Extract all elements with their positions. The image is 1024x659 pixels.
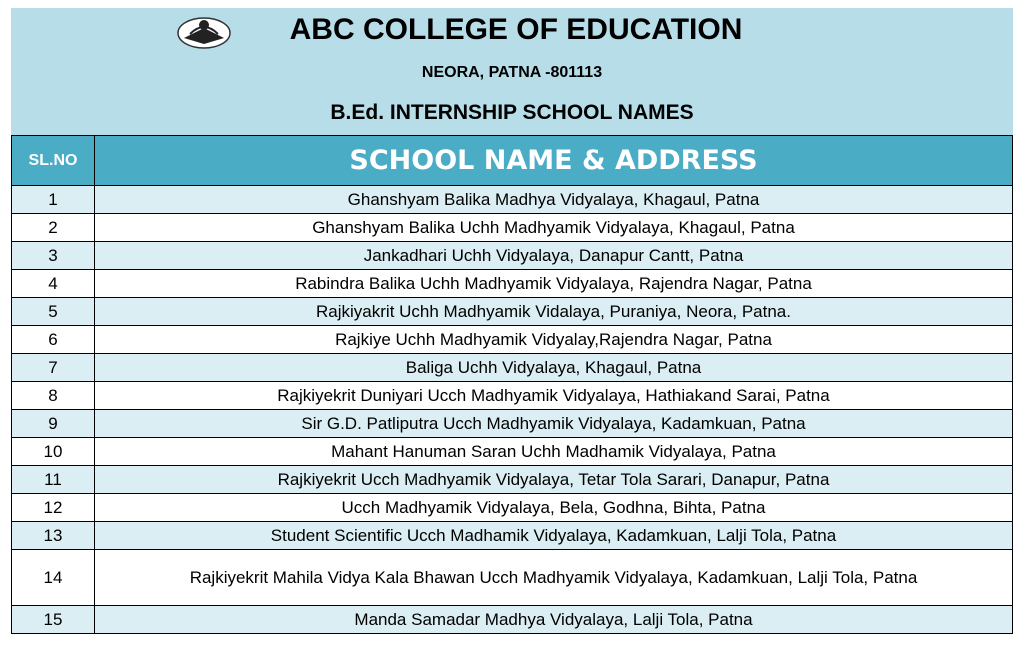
row-school-name: Ghanshyam Balika Uchh Madhyamik Vidyalaya, Khagaul, Patna <box>95 214 1013 242</box>
row-sl-no: 5 <box>12 298 95 326</box>
document-sheet <box>11 8 1013 634</box>
table-row <box>12 354 1013 382</box>
row-school-name: Manda Samadar Madhya Vidyalaya, Lalji Tola, Patna <box>95 606 1013 634</box>
row-school-name: Sir G.D. Patliputra Ucch Madhyamik Vidyalaya, Kadamkuan, Patna <box>95 410 1013 438</box>
column-header-school-name: SCHOOL NAME & ADDRESS <box>95 136 1013 186</box>
table-row <box>12 270 1013 298</box>
row-school-name: Rajkiyekrit Ucch Madhyamik Vidyalaya, Tetar Tola Sarari, Danapur, Patna <box>95 466 1013 494</box>
row-sl-no: 15 <box>12 606 95 634</box>
table-header-row <box>12 136 1013 186</box>
college-address: NEORA, PATNA -801113 <box>421 64 603 81</box>
row-sl-no: 12 <box>12 494 95 522</box>
row-school-name: Ucch Madhyamik Vidyalaya, Bela, Godhna, Bihta, Patna <box>95 494 1013 522</box>
table-row <box>12 466 1013 494</box>
table-row <box>12 298 1013 326</box>
row-sl-no: 2 <box>12 214 95 242</box>
table-row <box>12 186 1013 214</box>
table-body <box>12 186 1013 634</box>
column-header-sl-no: SL.NO <box>12 136 95 186</box>
row-sl-no: 13 <box>12 522 95 550</box>
table-row <box>12 382 1013 410</box>
document-subtitle: B.Ed. INTERNSHIP SCHOOL NAMES <box>330 101 694 124</box>
row-school-name: Jankadhari Uchh Vidyalaya, Danapur Cantt, Patna <box>95 242 1013 270</box>
row-sl-no: 14 <box>12 550 95 606</box>
row-school-name: Rajkiye Uchh Madhyamik Vidyalay,Rajendra Nagar, Patna <box>95 326 1013 354</box>
row-school-name: Rajkiyekrit Duniyari Ucch Madhyamik Vidyalaya, Hathiakand Sarai, Patna <box>95 382 1013 410</box>
college-name: ABC COLLEGE OF EDUCATION <box>289 13 743 46</box>
table-row <box>12 606 1013 634</box>
table-row <box>12 326 1013 354</box>
row-sl-no: 1 <box>12 186 95 214</box>
row-sl-no: 9 <box>12 410 95 438</box>
table-row <box>12 410 1013 438</box>
school-table <box>11 135 1013 634</box>
table-row <box>12 214 1013 242</box>
row-school-name: Baliga Uchh Vidyalaya, Khagaul, Patna <box>95 354 1013 382</box>
row-sl-no: 7 <box>12 354 95 382</box>
row-school-name: Ghanshyam Balika Madhya Vidyalaya, Khagaul, Patna <box>95 186 1013 214</box>
row-sl-no: 10 <box>12 438 95 466</box>
row-sl-no: 8 <box>12 382 95 410</box>
table-row <box>12 522 1013 550</box>
table-row <box>12 242 1013 270</box>
row-sl-no: 3 <box>12 242 95 270</box>
row-school-name: Rabindra Balika Uchh Madhyamik Vidyalaya, Rajendra Nagar, Patna <box>95 270 1013 298</box>
table-row <box>12 494 1013 522</box>
table-row <box>12 550 1013 606</box>
row-school-name: Rajkiyekrit Mahila Vidya Kala Bhawan Ucch Madhyamik Vidyalaya, Kadamkuan, Lalji Tola, Patna <box>95 550 1013 606</box>
row-school-name: Mahant Hanuman Saran Uchh Madhamik Vidyalaya, Patna <box>95 438 1013 466</box>
row-school-name: Student Scientific Ucch Madhamik Vidyalaya, Kadamkuan, Lalji Tola, Patna <box>95 522 1013 550</box>
document-header <box>11 8 1013 135</box>
row-sl-no: 6 <box>12 326 95 354</box>
row-sl-no: 11 <box>12 466 95 494</box>
row-school-name: Rajkiyakrit Uchh Madhyamik Vidalaya, Puraniya, Neora, Patna. <box>95 298 1013 326</box>
table-row <box>12 438 1013 466</box>
row-sl-no: 4 <box>12 270 95 298</box>
